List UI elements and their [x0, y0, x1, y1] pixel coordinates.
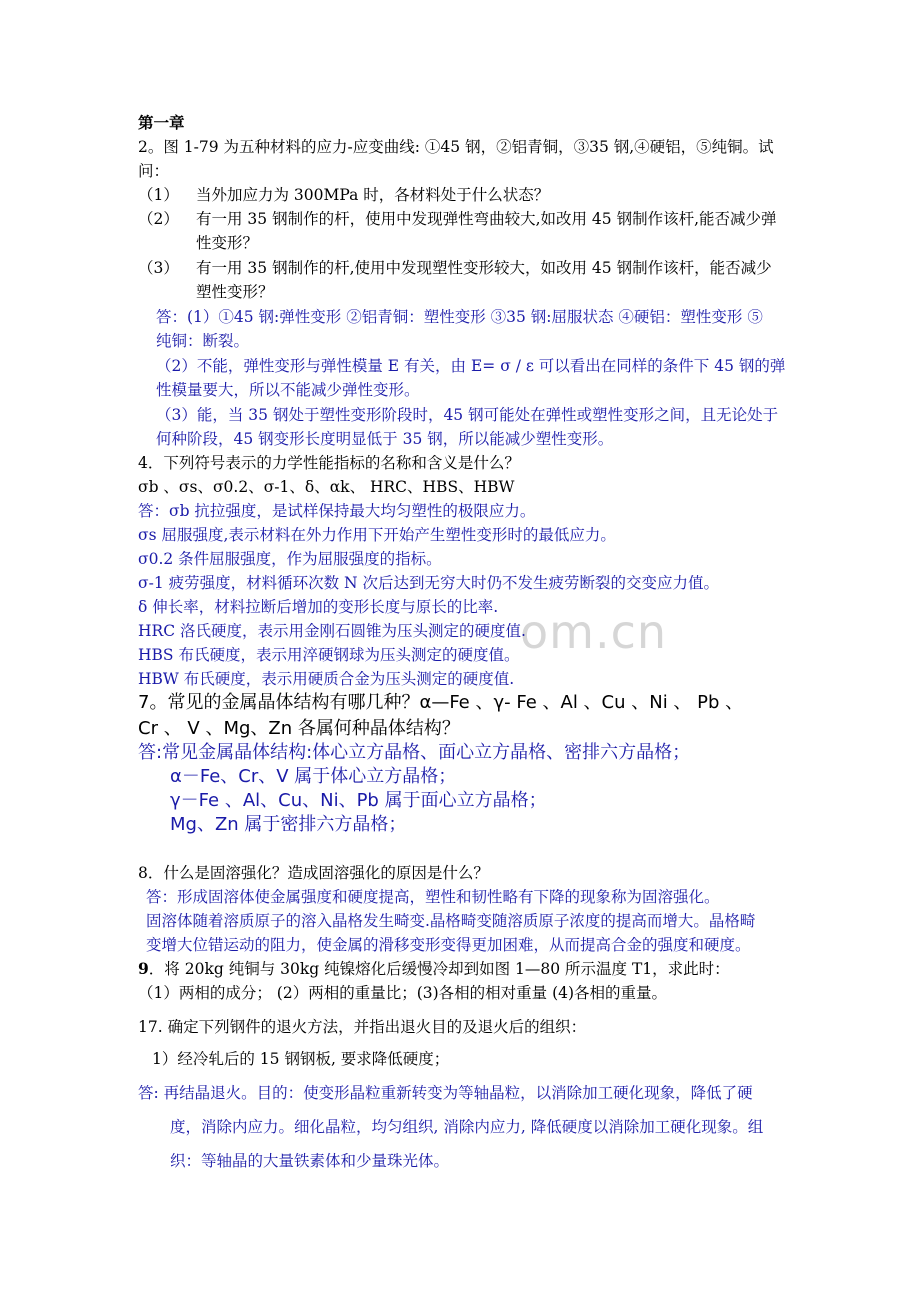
q2-sub2-num: （2）	[138, 210, 179, 228]
q7-line1: 7。常见的金属晶体结构有哪几种？α—Fe 、γ- Fe 、Al 、Cu 、Ni 、 Pb 、	[138, 692, 744, 713]
q9-number: 9	[138, 959, 149, 978]
q2-line2: 问：	[138, 162, 170, 180]
q4-symbols: σb 、σs、σ0.2、σ-1、δ、αk、 HRC、HBS、HBW	[138, 478, 515, 496]
q4-answer-line: 答：σb 抗拉强度，是试样保持最大均匀塑性的极限应力。	[138, 502, 536, 520]
q2-sub2-cont: 性变形？	[196, 234, 259, 252]
q9-text: ．将 20kg 纯铜与 30kg 纯镍熔化后缓慢冷却到如图 1—80 所示温度 T1，求此时：	[148, 960, 730, 978]
q2-sub2	[138, 208, 777, 230]
q7-answer1: 答:常见金属晶体结构:体心立方晶格、面心立方晶格、密排六方晶格；	[138, 742, 691, 763]
q4-answer-line: HRC 洛氏硬度，表示用金刚石圆锥为压头测定的硬度值.	[138, 622, 526, 640]
q4-answer-line: HBS 布氏硬度，表示用淬硬钢球为压头测定的硬度值。	[138, 646, 520, 664]
q9-line1	[138, 958, 730, 980]
q7-answer4: Mg、Zn 属于密排六方晶格；	[170, 814, 407, 835]
q2-answer2-cont: 性模量要大，所以不能减少弹性变形。	[156, 381, 420, 399]
q9-line2: （1）两相的成分； (2）两相的重量比；(3)各相的相对重量 (4)各相的重量。	[138, 984, 668, 1002]
q17-answer2: 度，消除内应力。细化晶粒，均匀组织, 消除内应力, 降低硬度以消除加工硬化现象。组	[170, 1118, 764, 1136]
q8-answer2: 固溶体随着溶质原子的溶入晶格发生畸变.晶格畸变随溶质原子浓度的提高而增大。晶格畸	[146, 912, 756, 930]
q2-sub1	[138, 184, 549, 206]
q4-answer-line: δ 伸长率，材料拉断后增加的变形长度与原长的比率.	[138, 598, 499, 616]
q2-answer2: （2）不能，弹性变形与弹性模量 E 有关，由 E= σ / ε 可以看出在同样的条件下 45 钢的弹	[156, 357, 786, 375]
watermark: om.cn	[520, 605, 668, 659]
q2-answer3: （3）能，当 35 钢处于塑性变形阶段时，45 钢可能处在弹性或塑性变形之间，且无论处于	[156, 406, 779, 424]
q2-sub3-num: （3）	[138, 259, 179, 277]
q2-sub3-cont: 塑性变形？	[196, 283, 274, 301]
q2-answer1: 答：(1）①45 钢:弹性变形 ②铝青铜：塑性变形 ③35 钢:屈服状态 ④硬铝：塑性变形 ⑤	[156, 308, 763, 326]
q17-answer1: 答: 再结晶退火。目的：使变形晶粒重新转变为等轴晶粒，以消除加工硬化现象，降低了硬	[138, 1084, 753, 1102]
q2-line1: 2。图 1-79 为五种材料的应力-应变曲线: ①45 钢，②铝青铜，③35 钢,④硬铝，⑤纯铜。试	[138, 138, 774, 156]
q17-sub1: 1）经冷轧后的 15 钢钢板, 要求降低硬度；	[152, 1050, 450, 1068]
chapter-title: 第一章	[138, 113, 185, 132]
q8-answer3: 变增大位错运动的阻力，使金属的滑移变形变得更加困难，从而提高合金的强度和硬度。	[146, 936, 751, 954]
q8-question: 8．什么是固溶强化？造成固溶强化的原因是什么？	[138, 864, 489, 882]
q7-answer2: α－Fe、Cr、V 属于体心立方晶格；	[170, 766, 457, 787]
q2-sub1-num: （1）	[138, 186, 179, 204]
q8-answer1: 答：形成固溶体使金属强度和硬度提高，塑性和韧性略有下降的现象称为固溶强化。	[146, 888, 720, 906]
q7-line2: Cr 、 V 、Mg、Zn 各属何种晶体结构？	[138, 718, 460, 739]
q4-answer-line: σs 屈服强度,表示材料在外力作用下开始产生塑性变形时的最低应力。	[138, 526, 616, 544]
q7-answer3: γ－Fe 、Al、Cu、Ni、Pb 属于面心立方晶格；	[170, 790, 547, 811]
q4-answer-line: HBW 布氏硬度，表示用硬质合金为压头测定的硬度值.	[138, 670, 515, 688]
q2-answer3-cont: 何种阶段，45 钢变形长度明显低于 35 钢，所以能减少塑性变形。	[156, 430, 614, 448]
q2-sub1-text: 当外加应力为 300MPa 时，各材料处于什么状态？	[196, 186, 550, 204]
q17-answer3: 织：等轴晶的大量铁素体和少量珠光体。	[170, 1152, 450, 1170]
q2-sub2-text: 有一用 35 钢制作的杆，使用中发现弹性弯曲较大,如改用 45 钢制作该杆,能否减少弹	[196, 210, 777, 228]
q4-answer-line: σ0.2 条件屈服强度，作为屈服强度的指标。	[138, 550, 442, 568]
q2-answer1-cont: 纯铜：断裂。	[156, 332, 250, 350]
q4-answer-line: σ-1 疲劳强度，材料循环次数 N 次后达到无穷大时仍不发生疲劳断裂的交变应力值。	[138, 574, 720, 592]
q4-question: 4．下列符号表示的力学性能指标的名称和含义是什么？	[138, 454, 520, 472]
q2-sub3-text: 有一用 35 钢制作的杆,使用中发现塑性变形较大，如改用 45 钢制作该杆，能否减少	[196, 259, 772, 277]
q2-sub3	[138, 257, 772, 279]
q17-question: 17. 确定下列钢件的退火方法，并指出退火目的及退火后的组织：	[138, 1018, 587, 1036]
